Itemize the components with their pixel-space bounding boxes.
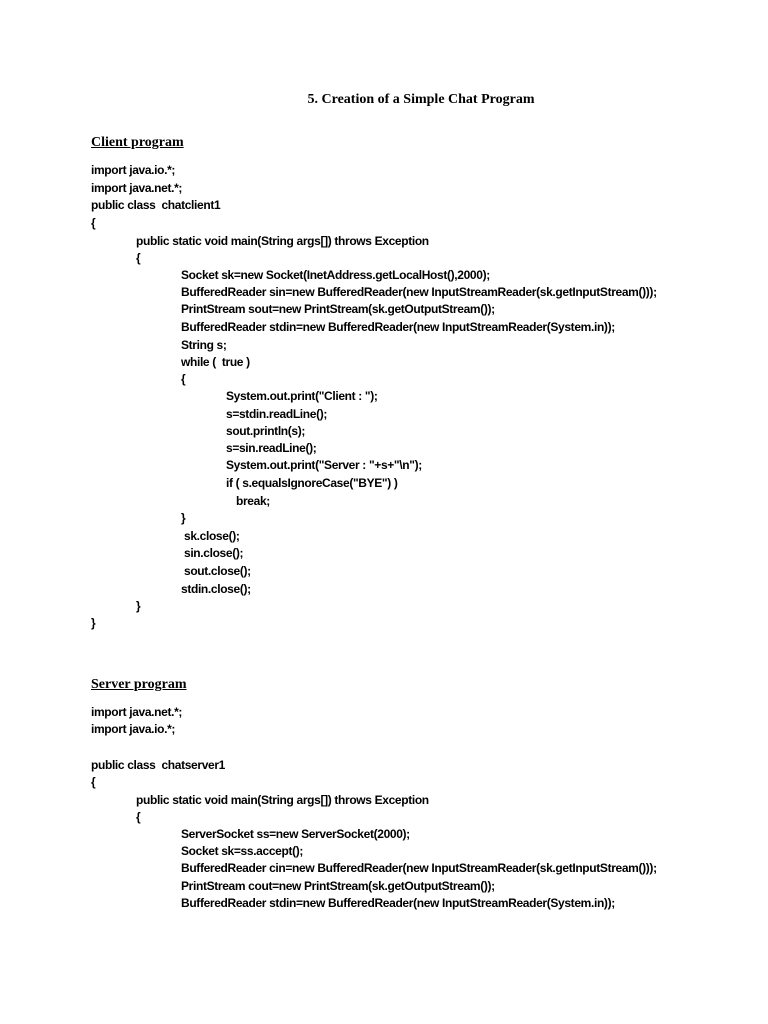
client-code-line: import java.net.*; <box>91 181 183 195</box>
server-program-heading: Server program <box>91 677 187 692</box>
server-code-line: BufferedReader stdin=new BufferedReader(new InputStreamReader(System.in)); <box>181 896 615 910</box>
client-code-line: System.out.print("Server : "+s+"\n"); <box>226 458 422 472</box>
server-code-line: Socket sk=ss.accept(); <box>181 844 304 858</box>
client-code-line: break; <box>236 494 270 508</box>
client-code-line: public static void main(String args[]) throws Exception <box>136 234 429 248</box>
client-code-line: } <box>181 511 186 525</box>
server-code-line: public static void main(String args[]) throws Exception <box>136 793 429 807</box>
client-code-line: s=stdin.readLine(); <box>226 407 328 421</box>
server-code-line: import java.net.*; <box>91 705 183 719</box>
client-code-line: { <box>91 216 96 230</box>
client-code-line: sk.close(); <box>184 529 240 543</box>
document-title: 5. Creation of a Simple Chat Program <box>307 92 535 107</box>
client-code-line: } <box>91 616 96 630</box>
client-code-line: sout.close(); <box>184 564 251 578</box>
server-code-line: import java.io.*; <box>91 722 176 736</box>
client-code-line: stdin.close(); <box>181 582 251 596</box>
client-code-line: if ( s.equalsIgnoreCase("BYE") ) <box>226 476 398 490</box>
client-code-line: PrintStream sout=new PrintStream(sk.getOutputStream()); <box>181 302 495 316</box>
client-code-line: { <box>136 251 141 265</box>
client-program-heading: Client program <box>91 135 184 150</box>
client-code-line: import java.io.*; <box>91 163 176 177</box>
client-code-line: BufferedReader sin=new BufferedReader(new InputStreamReader(sk.getInputStream())); <box>181 285 657 299</box>
client-code-line: while ( true ) <box>181 355 250 369</box>
server-code-line: { <box>91 775 96 789</box>
client-code-line: public class chatclient1 <box>91 198 221 212</box>
server-code-line: PrintStream cout=new PrintStream(sk.getOutputStream()); <box>181 879 495 893</box>
client-code-line: Socket sk=new Socket(InetAddress.getLocalHost(),2000); <box>181 268 490 282</box>
client-code-line: } <box>136 599 141 613</box>
server-code-line: BufferedReader cin=new BufferedReader(new InputStreamReader(sk.getInputStream())); <box>181 861 657 875</box>
client-code-line: String s; <box>181 338 227 352</box>
client-code-line: sout.println(s); <box>226 424 306 438</box>
server-code-line: ServerSocket ss=new ServerSocket(2000); <box>181 827 410 841</box>
client-code-line: System.out.print("Client : "); <box>226 389 378 403</box>
server-code-line: { <box>136 810 141 824</box>
client-code-line: sin.close(); <box>184 546 244 560</box>
client-code-line: BufferedReader stdin=new BufferedReader(new InputStreamReader(System.in)); <box>181 320 615 334</box>
server-code-line: public class chatserver1 <box>91 758 225 772</box>
client-code-line: s=sin.readLine(); <box>226 441 317 455</box>
client-code-line: { <box>181 372 186 386</box>
